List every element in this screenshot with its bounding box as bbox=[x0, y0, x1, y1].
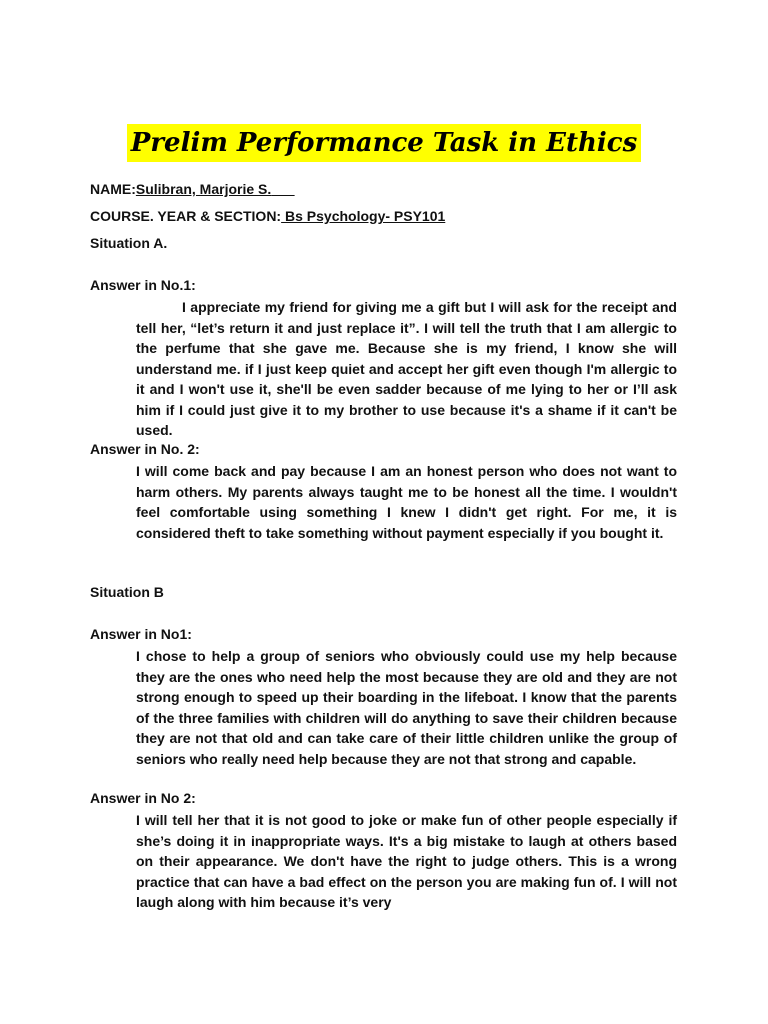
situation-b-answer2-text: I will tell her that it is not good to joke or make fun of other people especially if she’s doing it in inappropriate ways. It's a big mistake to laugh at others based on their appearance. We don't have the right to judge others. This is a wrong practice that can have a bad effect on the person you are making fun of. I will not laugh along with him because it’s very bbox=[136, 812, 677, 910]
situation-b-answer1-text: I chose to help a group of seniors who obviously could use my help because they are the ones who need help the most because they are old and they are not strong enough to speed up their boarding in the lifeboat. I know that the parents of the three families with children will do anything to save their children because they are not that old and can take care of their little children unlike the group of seniors who really need help because they are not that strong and capable. bbox=[136, 648, 677, 767]
name-value: Sulibran, Marjorie S. bbox=[135, 181, 272, 197]
name-underline-pad bbox=[271, 181, 294, 197]
name-line bbox=[90, 181, 295, 197]
course-line bbox=[90, 208, 445, 224]
course-label: COURSE. YEAR & SECTION: bbox=[90, 208, 282, 224]
situation-b-answer1-label: Answer in No1: bbox=[90, 626, 192, 642]
document-title: Prelim Performance Task in Ethics bbox=[127, 124, 641, 162]
name-label: NAME: bbox=[90, 181, 136, 197]
situation-a-answer1-label: Answer in No.1: bbox=[90, 277, 196, 293]
situation-a-answer2-label: Answer in No. 2: bbox=[90, 441, 200, 457]
situation-a-heading: Situation A. bbox=[90, 235, 168, 251]
course-value: Bs Psychology- PSY101 bbox=[281, 208, 446, 224]
situation-b-answer2-label: Answer in No 2: bbox=[90, 790, 196, 806]
situation-a-answer1-text: I appreciate my friend for giving me a gift but I will ask for the receipt and tell her, “let’s return it and just replace it”. I will tell the truth that I am allergic to the perfume that she gave me. Because she is my friend, I know she will understand me. if I just keep quiet and accept her gift even though I'm allergic to it and I won't use it, she'll be even sadder because of me lying to her or I’ll ask him if I could just give it to my brother to use because it's a shame if it can't be used. bbox=[136, 299, 677, 438]
situation-b-heading: Situation B bbox=[90, 584, 164, 600]
situation-a-answer2-text: I will come back and pay because I am an honest person who does not want to harm others. My parents always taught me to be honest all the time. I wouldn't feel comfortable using something I knew I didn't get right. For me, it is considered theft to take something without payment especially if you bought it. bbox=[136, 463, 677, 541]
title-wrap bbox=[0, 124, 768, 162]
